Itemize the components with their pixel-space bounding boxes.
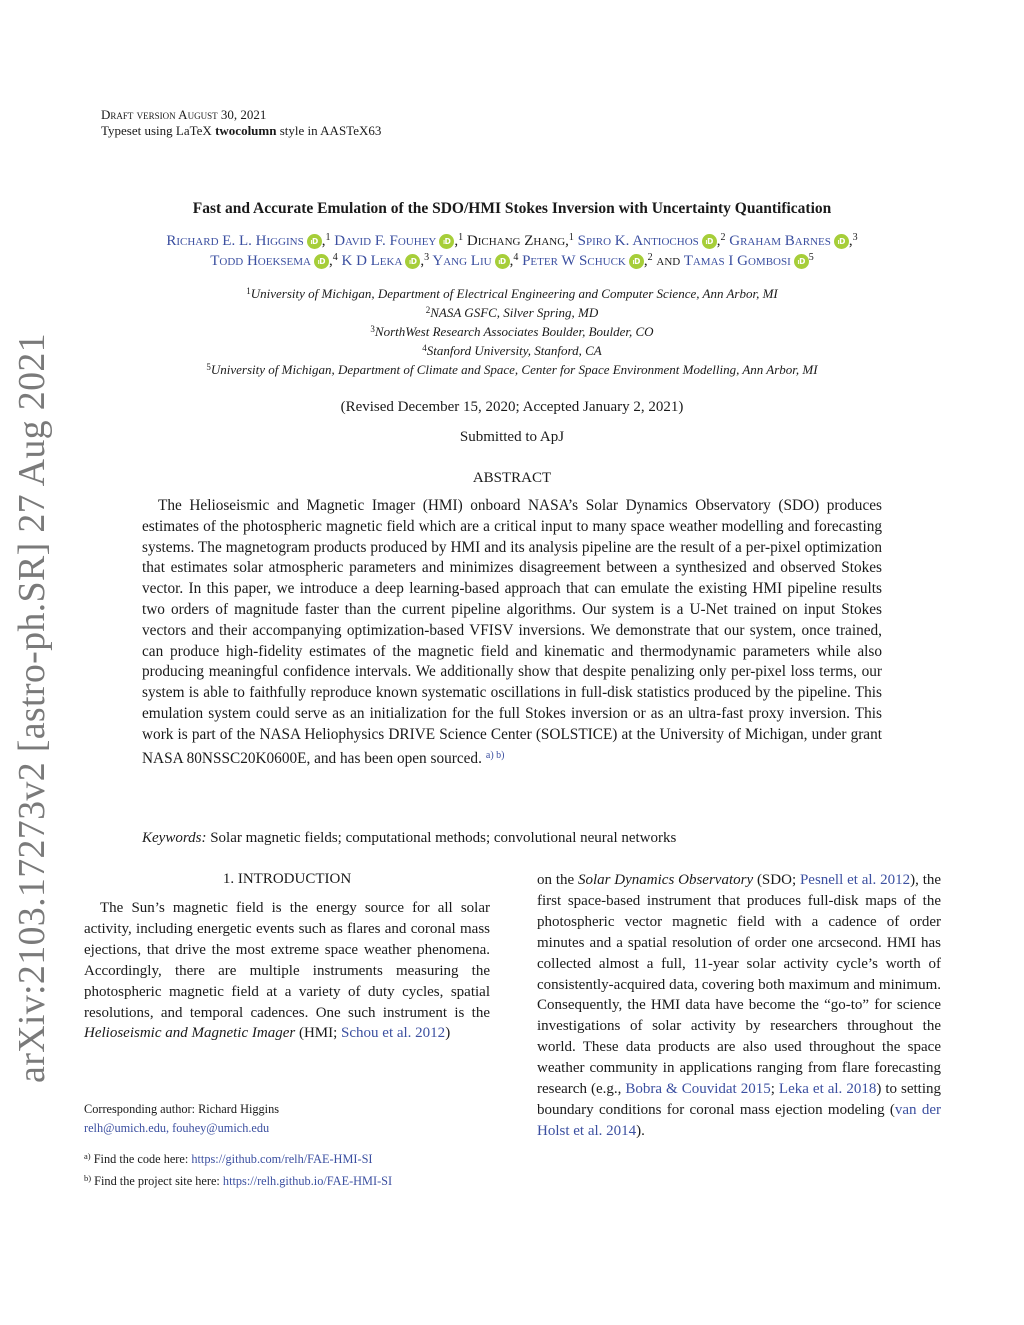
intro-left-column: The Sun’s magnetic field is the energy source for all solar activity, including energetic events such as flares and coronal mass ejections, that drive the most extreme space weather phenomena. Accordingly, there are multiple instruments measuring the photospheric magnetic field at a variety of duty cycles, spatial resolutions, and temporal cadences. One such instrument is the Helioseismic and Magnetic Imager (HMI; Schou et al. 2012)	[84, 900, 490, 1042]
orcid-icon[interactable]: iD	[314, 254, 329, 269]
footnotes	[84, 1100, 392, 1190]
abstract-text: The Helioseismic and Magnetic Imager (HMI) onboard NASA’s Solar Dynamics Observatory (SDO) produces estimates of the photospheric magnetic field which are a critical input to many space weather modelling and forecasting systems. The magnetogram products produced by HMI and its analysis pipeline are the result of a per-pixel optimization that estimates solar atmospheric parameters and minimizes disagreement between a synthesized and observed Stokes vector. In this paper, we introduce a deep learning-based approach that can emulate the existing HMI pipeline results two orders of magnitude faster than the current pipeline algorithms. Our system is a U-Net trained on input Stokes vectors and their accompanying optimization-based VFISV inversions. We demonstrate that our system, once trained, can produce high-fidelity estimates of the magnetic field and kinematic and thermodynamic parameters while also producing meaningful confidence intervals. We additionally show that despite penalizing only per-pixel loss terms, our system is able to faithfully reproduce known systematic oscillations in full-disk statistics produced by the pipeline. This emulation system could serve as an initialization for the full Stokes inversion or as an ultra-fast proxy inversion. This work is part of the NASA Heliophysics DRIVE Science Center (SOLSTICE) at the University of Michigan, under grant NASA 80NSSC20K0600E, and has been open sourced.	[142, 497, 882, 767]
orcid-icon[interactable]: iD	[405, 254, 420, 269]
orcid-icon[interactable]: iD	[307, 234, 322, 249]
affiliation-5: $^5$University of Michigan, Department of Climate and Space, Center for Space Environment Modelling, Ann Arbor, MI	[206, 362, 818, 377]
abstract-heading: ABSTRACT	[472, 470, 552, 486]
typeset-latex: LaTeX	[175, 123, 212, 138]
orcid-icon[interactable]: iD	[495, 254, 510, 269]
affiliation-2: $^2$NASA GSFC, Silver Spring, MD	[425, 305, 599, 320]
orcid-icon[interactable]: iD	[794, 254, 809, 269]
author-name[interactable]: Spiro K. Antiochos	[577, 233, 699, 249]
keywords-list: Solar magnetic fields; computational methods; convolutional neural networks	[210, 830, 677, 846]
affiliation-4: $^4$Stanford University, Stanford, CA	[422, 343, 602, 358]
author-affiliation-mark: 3	[852, 232, 858, 243]
orcid-icon[interactable]: iD	[629, 254, 644, 269]
author-name[interactable]: K D Leka	[341, 253, 403, 269]
author-emails[interactable]: relh@umich.edu, fouhey@umich.edu	[84, 1120, 270, 1135]
citation-link[interactable]: van der Holst et al. 2014	[537, 1101, 942, 1139]
author-list-line-2: Todd Hoeksema iD ,$^4$ K D Leka iD ,$^3$ Yang Liu iD ,$^4$ Peter W Schuck iD ,$^2$ and Tamas I Gombosi iD $^5$	[210, 252, 814, 269]
and-word: and	[656, 253, 681, 269]
typeset-line	[101, 123, 381, 139]
citation-link[interactable]: Bobra & Couvidat 2015	[625, 1081, 771, 1098]
section-heading-introduction: 1. INTRODUCTION	[222, 871, 352, 887]
arxiv-stamp: arXiv:2103.17273v2 [astro-ph.SR] 27 Aug 2021	[11, 333, 53, 1083]
draft-version: Draft version August 30, 2021	[101, 107, 267, 122]
intro-right-column: on the Solar Dynamics Observatory (SDO; Pesnell et al. 2012), the first space-based instrument that produces full-disk maps of the photospheric vector magnetic field with a cadence of order minutes and a spatial resolution of order one arcsecond. HMI has collected almost a full, 11-year solar activity cycle’s worth of consistently-acquired data, covering both maximum and minimum. Consequently, the HMI data have become the “go-to” for science investigations of solar activity by researchers throughout the world. These data products are also used throughout the space weather community in applications ranging from flare forecasting research (e.g., Bobra & Couvidat 2015; Leka et al. 2018) to setting boundary conditions for coronal mass ejection modeling (van der Holst et al. 2014).	[537, 872, 942, 1139]
author-affiliation-mark: 1	[325, 232, 331, 243]
citation-link[interactable]: Leka et al. 2018	[778, 1081, 877, 1098]
author-name[interactable]: Todd Hoeksema	[210, 253, 311, 269]
corresponding-author: Corresponding author: Richard Higgins	[84, 1102, 280, 1116]
affiliation-3: $^3$NorthWest Research Associates Boulder, Boulder, CO	[370, 324, 654, 339]
author-affiliation-mark: 3	[424, 252, 430, 263]
affiliation-1: $^1$University of Michigan, Department of Electrical Engineering and Computer Science, Ann Arbor, MI	[246, 286, 778, 301]
revision-dates: (Revised December 15, 2020; Accepted January 2, 2021)	[340, 399, 684, 415]
author-name: Dichang Zhang	[466, 233, 566, 249]
citation-link[interactable]: Schou et al. 2012	[341, 1025, 446, 1042]
author-affiliation-mark: 1	[458, 232, 464, 243]
typeset-prefix: Typeset using	[101, 123, 173, 138]
author-name[interactable]: Richard E. L. Higgins	[166, 233, 304, 249]
orcid-icon[interactable]: iD	[834, 234, 849, 249]
author-affiliation-mark: 4	[513, 252, 519, 263]
typeset-bold: twocolumn	[215, 123, 277, 138]
author-name[interactable]: Peter W Schuck	[522, 253, 626, 269]
author-name[interactable]: Tamas I Gombosi	[683, 253, 791, 269]
author-affiliation-mark: 4	[332, 252, 338, 263]
author-name[interactable]: David F. Fouhey	[334, 233, 437, 249]
author-name[interactable]: Yang Liu	[432, 253, 492, 269]
footnote-a: $^{a)}$ Find the code here: https://github.com/relh/FAE-HMI-SI	[84, 1151, 373, 1166]
orcid-icon[interactable]: iD	[702, 234, 717, 249]
orcid-icon[interactable]: iD	[439, 234, 454, 249]
abstract-body	[142, 496, 882, 769]
keywords	[142, 830, 676, 847]
author-affiliation-mark: 1	[568, 232, 574, 243]
typeset-suffix: style in AASTeX63	[279, 123, 382, 138]
project-url-link[interactable]: https://relh.github.io/FAE-HMI-SI	[222, 1173, 393, 1188]
abstract-footnote-refs[interactable]: a) b)	[485, 749, 505, 761]
paper-title: Fast and Accurate Emulation of the SDO/HMI Stokes Inversion with Uncertainty Quantification	[192, 200, 832, 217]
code-url-link[interactable]: https://github.com/relh/FAE-HMI-SI	[191, 1152, 373, 1166]
citation-link[interactable]: Pesnell et al. 2012	[799, 872, 911, 888]
author-affiliation-mark: 5	[808, 252, 814, 263]
author-name[interactable]: Graham Barnes	[729, 233, 831, 249]
author-list-line-1: Richard E. L. Higgins iD ,$^1$ David F. Fouhey iD ,$^1$ Dichang Zhang,$^1$ Spiro K. Antiochos iD ,$^2$ Graham Barnes iD ,$^3$	[166, 232, 858, 249]
footnote-b: $^{b)}$ Find the project site here: https://relh.github.io/FAE-HMI-SI	[84, 1172, 393, 1188]
submitted-to: Submitted to ApJ	[459, 429, 565, 445]
author-affiliation-mark: 2	[647, 252, 653, 263]
author-affiliation-mark: 2	[720, 232, 726, 243]
keywords-label: Keywords:	[142, 830, 207, 846]
